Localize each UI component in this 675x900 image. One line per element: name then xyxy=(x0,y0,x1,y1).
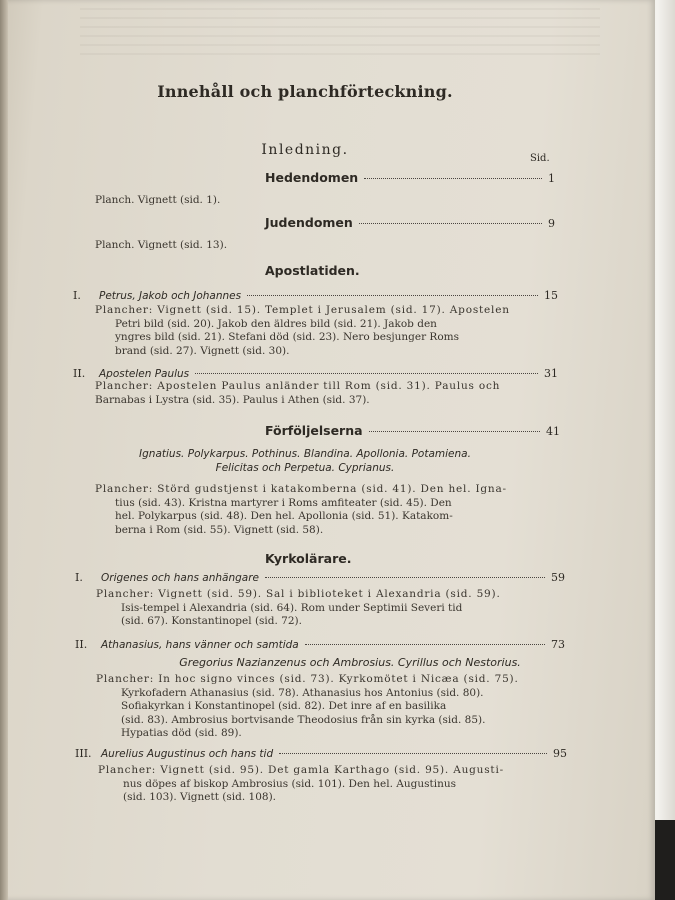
page-number: 15 xyxy=(544,289,558,302)
plates-judendomen: Planch. Vignett (sid. 13). xyxy=(95,239,228,251)
toc-entry-forfoljelserna xyxy=(265,423,560,438)
chapter-title: Aurelius Augustinus och hans tid xyxy=(101,748,274,760)
plate-line: brand (sid. 27). Vignett (sid. 30). xyxy=(115,344,290,357)
show-through-text xyxy=(80,8,600,58)
plate-line: Hypatias död (sid. 89). xyxy=(121,727,242,739)
plate-line: Kyrkofadern Athanasius (sid. 78). Athanasius hos Antonius (sid. 80). xyxy=(121,686,484,699)
plate-line: Plancher: Apostelen Paulus anländer till Rom (sid. 31). Paulus och xyxy=(95,380,501,392)
chapter-title: Origenes och hans anhängare xyxy=(101,572,259,584)
martyr-line: Felicitas och Perpetua. Cyprianus. xyxy=(215,462,395,474)
section-heading-kyrkolarare: Kyrkolärare. xyxy=(265,551,352,566)
toc-entry-athanasius xyxy=(75,638,565,651)
page-number: 41 xyxy=(546,425,560,438)
toc-entry-augustinus xyxy=(75,747,567,760)
plates-origenes xyxy=(96,588,501,629)
leader-dots xyxy=(369,431,540,432)
page-title: Innehåll och planchförteckning. xyxy=(157,82,453,101)
plates-forfoljelserna xyxy=(95,483,507,537)
chapter-title: Petrus, Jakob och Johannes xyxy=(99,290,242,302)
page-number: 31 xyxy=(544,367,558,380)
leader-dots xyxy=(305,644,545,645)
toc-entry-paulus xyxy=(73,367,558,380)
chapter-number: II. xyxy=(73,367,86,380)
leader-dots xyxy=(195,373,538,374)
toc-entry-hedendomen xyxy=(265,170,555,185)
plate-line: Plancher: Vignett (sid. 59). Sal i biblioteket i Alexandria (sid. 59). xyxy=(96,588,501,600)
background-shadow xyxy=(652,820,675,900)
page-number: 95 xyxy=(553,747,567,760)
plate-line: (sid. 103). Vignett (sid. 108). xyxy=(123,791,276,803)
chapter-subtitle: Gregorius Nazianzenus och Ambrosius. Cyrillus och Nestorius. xyxy=(179,656,521,669)
toc-entry-petrus xyxy=(73,289,558,302)
plates-hedendomen: Planch. Vignett (sid. 1). xyxy=(95,194,221,206)
plate-line: Plancher: In hoc signo vinces (sid. 73). Kyrkomötet i Nicæa (sid. 75). xyxy=(96,673,519,685)
introduction-heading: Inledning. xyxy=(261,142,349,158)
plate-line: tius (sid. 43). Kristna martyrer i Roms amfiteater (sid. 45). Den xyxy=(115,496,452,509)
leader-dots xyxy=(359,223,542,224)
chapter-number: I. xyxy=(73,289,81,302)
leader-dots xyxy=(279,753,547,754)
plate-line: hel. Polykarpus (sid. 48). Den hel. Apollonia (sid. 51). Katakom- xyxy=(115,510,453,522)
leader-dots xyxy=(364,178,542,179)
plate-line: Isis-tempel i Alexandria (sid. 64). Rom under Septimii Severi tid xyxy=(121,601,463,614)
page-column-label: Sid. xyxy=(530,153,550,164)
plate-line: Petri bild (sid. 20). Jakob den äldres bild (sid. 21). Jakob den xyxy=(115,317,437,330)
plate-line: Plancher: Vignett (sid. 95). Det gamla Karthago (sid. 95). Augusti- xyxy=(98,764,504,776)
section-title: Hedendomen xyxy=(265,170,359,185)
page-number: 1 xyxy=(548,172,555,185)
martyr-list xyxy=(0,447,610,475)
plate-line: (sid. 83). Ambrosius bortvisande Theodosius från sin kyrka (sid. 85). xyxy=(121,713,486,726)
toc-entry-judendomen xyxy=(265,215,555,230)
chapter-title: Athanasius, hans vänner och samtida xyxy=(101,639,299,651)
page-number: 9 xyxy=(548,217,555,230)
page-number: 73 xyxy=(551,638,565,651)
section-heading-apostlatiden: Apostlatiden. xyxy=(265,263,360,278)
chapter-number: III. xyxy=(75,747,92,760)
toc-entry-origenes xyxy=(75,571,565,584)
plate-line: Plancher: Störd gudstjenst i katakomberna (sid. 41). Den hel. Igna- xyxy=(95,483,507,495)
leader-dots xyxy=(265,577,545,578)
plates-paulus xyxy=(95,380,500,407)
plate-line: berna i Rom (sid. 55). Vignett (sid. 58). xyxy=(115,523,324,536)
plates-athanasius xyxy=(96,673,519,741)
chapter-number: I. xyxy=(75,571,83,584)
leader-dots xyxy=(247,295,538,296)
plate-line: yngres bild (sid. 21). Stefani död (sid. 23). Nero besjunger Roms xyxy=(115,331,459,343)
plate-line: (sid. 67). Konstantinopel (sid. 72). xyxy=(121,615,302,627)
plate-line: Sofiakyrkan i Konstantinopel (sid. 82). Det inre af en basilika xyxy=(121,700,447,712)
section-title: Judendomen xyxy=(265,215,353,230)
chapter-title: Apostelen Paulus xyxy=(99,368,190,380)
plates-augustinus xyxy=(98,764,504,805)
page-number: 59 xyxy=(551,571,565,584)
plate-line: Barnabas i Lystra (sid. 35). Paulus i Athen (sid. 37). xyxy=(95,393,370,406)
plate-line: nus döpes af biskop Ambrosius (sid. 101). Den hel. Augustinus xyxy=(123,777,456,790)
section-title: Förföljelserna xyxy=(265,423,363,438)
plate-line: Plancher: Vignett (sid. 15). Templet i Jerusalem (sid. 17). Apostelen xyxy=(95,304,510,316)
chapter-number: II. xyxy=(75,638,88,651)
plates-petrus xyxy=(95,304,510,358)
martyr-line: Ignatius. Polykarpus. Pothinus. Blandina. Apollonia. Potamiena. xyxy=(139,448,471,460)
